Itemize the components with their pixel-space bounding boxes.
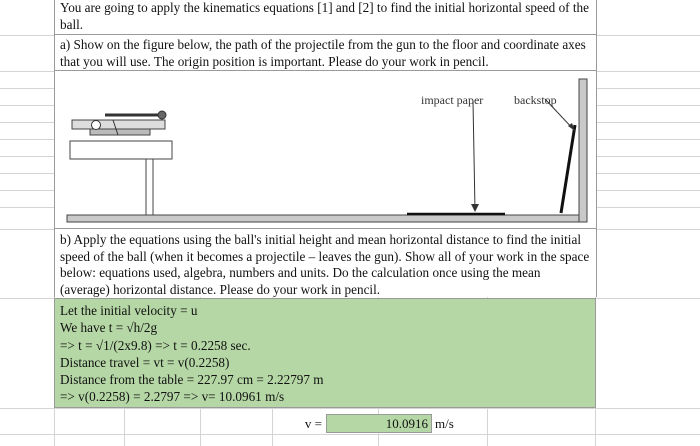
answer-line: Let the initial velocity = u xyxy=(60,303,198,318)
table-top xyxy=(70,141,172,159)
question-a-cell[interactable] xyxy=(54,35,597,71)
impact-paper-label: impact paper xyxy=(421,93,484,107)
wall xyxy=(579,79,587,222)
projectile-figure xyxy=(54,71,597,229)
backstop xyxy=(561,125,575,213)
impact-paper-arrowhead xyxy=(471,204,479,212)
table-leg xyxy=(146,159,153,215)
floor xyxy=(67,215,587,222)
answer-line: We have t = √h/2g xyxy=(60,320,158,336)
intro-cell[interactable] xyxy=(54,0,597,35)
velocity-value-cell[interactable]: 10.0916 xyxy=(326,414,432,433)
velocity-unit: m/s xyxy=(435,416,454,431)
answer-line: Distance from the table = 227.97 cm = 2.22797 m xyxy=(60,372,324,388)
impact-paper-pointer xyxy=(473,101,475,210)
question-b-cell[interactable] xyxy=(54,229,597,297)
launcher-body xyxy=(72,120,165,129)
question-a-text: a) Show on the figure below, the path of the projectile from the gun to the floor and coordinate axes that you will use. The origin position is important. Please do your work in pencil. xyxy=(60,37,586,69)
launcher-ball xyxy=(158,111,166,119)
launcher-knob xyxy=(92,121,101,130)
velocity-result-row xyxy=(54,414,595,433)
velocity-label: v = xyxy=(304,416,322,431)
intro-text: You are going to apply the kinematics equations [1] and [2] to find the initial horizontal speed of the ball. xyxy=(60,0,589,32)
answer-line: Distance travel = vt = v(0.2258) xyxy=(60,354,230,370)
answer-text xyxy=(55,299,595,406)
answer-line: => v(0.2258) = 2.2797 => v= 10.0961 m/s xyxy=(60,389,285,405)
answer-cell[interactable] xyxy=(54,298,596,408)
question-b-text: b) Apply the equations using the ball's initial height and mean horizontal distance to find the initial speed of the ball (when it becomes a projectile – leaves the gun). Show all of your work in the space below: equations used, algebra, numbers and units. Do the calculation once using the mean (average) horizontal distance. Please do your work in pencil. xyxy=(60,232,590,297)
backstop-label: backstop xyxy=(514,93,557,107)
launcher-base xyxy=(90,129,150,135)
answer-line: => t = √1/(2x9.8) => t = 0.2258 sec. xyxy=(60,337,251,353)
